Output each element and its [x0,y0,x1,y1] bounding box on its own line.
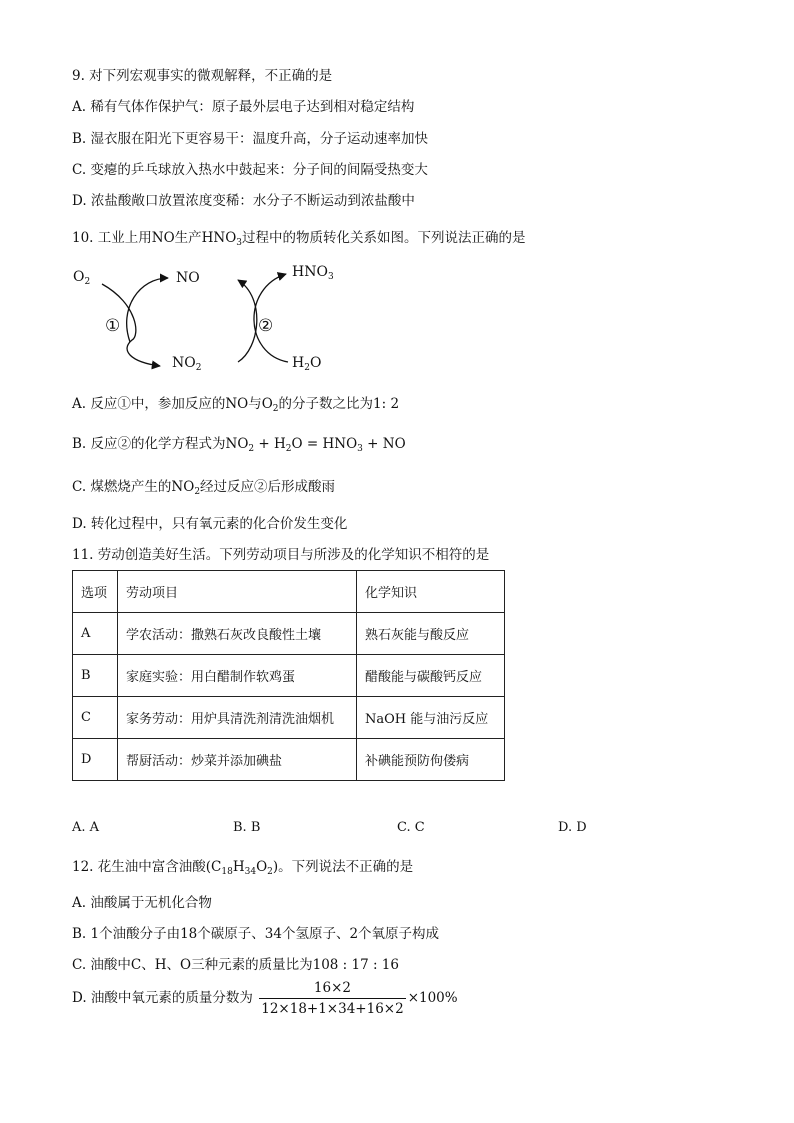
table-row [73,739,505,781]
label-hno3: $HNO_3$ [292,264,334,282]
table-header-cell: 化学知识 [357,571,505,613]
table-cell: C [73,697,118,739]
table-cell: 醋酸能与碳酸钙反应 [357,655,505,697]
label-h2o: $H_2O$ [292,355,322,373]
table-cell: 帮厨活动：炒菜并添加碘盐 [118,739,357,781]
q11-answer-a: A. A [72,820,100,835]
q11-answer-b: B. B [233,820,261,835]
conversion-diagram [60,258,360,386]
q11-answer-d: D. D [558,820,587,835]
label-no2: $NO_2$ [172,355,202,373]
q10-option-a: A. 反应①中，参加反应的NO与$O_2$的分子数之比为1: 2 [72,396,400,414]
table-cell: 家务劳动：用炉具清洗剂清洗油烟机 [118,697,357,739]
q10-option-d: D. 转化过程中，只有氧元素的化合价发生变化 [72,516,348,532]
table-cell: NaOH 能与油污反应 [357,697,505,739]
q10-option-b: B. 反应②的化学方程式为$NO_2 + H_2O = HNO_3$ + NO [72,436,406,454]
label-no: NO [176,270,200,286]
q11-answer-c: C. C [397,820,425,835]
table-cell: 家庭实验：用白醋制作软鸡蛋 [118,655,357,697]
table-header-cell: 劳动项目 [118,571,357,613]
q9-option-c: C. 变瘪的乒乓球放入热水中鼓起来：分子间的间隔受热变大 [72,162,428,178]
q12-option-b: B. 1个油酸分子由18个碳原子、34个氢原子、2个氧原子构成 [72,926,440,942]
table-cell: A [73,613,118,655]
q12-option-c: C. 油酸中C、H、O三种元素的质量比为108 : 17 : 16 [72,957,399,973]
fraction-denominator: 12×18+1×34+16×2 [261,1001,404,1017]
label-step-1: ① [105,316,121,336]
q11-table [72,570,505,781]
table-row [73,697,505,739]
q10-option-c: C. 煤燃烧产生的$NO_2$经过反应②后形成酸雨 [72,479,336,497]
table-cell: 熟石灰能与酸反应 [357,613,505,655]
q10-stem: 10. 工业上用NO生产$HNO_3$过程中的物质转化关系如图。下列说法正确的是 [72,230,526,248]
table-cell: 学农活动：撒熟石灰改良酸性土壤 [118,613,357,655]
q9-option-a: A. 稀有气体作保护气：原子最外层电子达到相对稳定结构 [72,99,415,115]
table-row [73,613,505,655]
table-cell: D [73,739,118,781]
arrow-to-no [127,278,168,342]
label-o2: $O_2$ [73,269,91,287]
q9-option-d: D. 浓盐酸敞口放置浓度变稀：水分子不断运动到浓盐酸中 [72,193,415,209]
q9-stem: 9. 对下列宏观事实的微观解释，不正确的是 [72,68,333,84]
table-row [73,655,505,697]
q11-stem: 11. 劳动创造美好生活。下列劳动项目与所涉及的化学知识不相符的是 [72,547,490,563]
table-cell: B [73,655,118,697]
q9-option-b: B. 湿衣服在阳光下更容易干：温度升高，分子运动速率加快 [72,131,429,147]
q12-stem: 12. 花生油中富含油酸$(C_{18}H_{34}O_2)$。下列说法不正确的是 [72,859,414,877]
oleic-acid-formula: $(C_{18}H_{34}O_2)$ [205,859,279,877]
q12-option-a: A. 油酸属于无机化合物 [72,895,212,911]
q12-option-d: D. 油酸中氧元素的质量分数为 $\frac{16\times 2}{12\times 18+1\times 34+16\times 2}$ ×100% [72,980,458,1017]
table-cell: 补碘能预防佝偻病 [357,739,505,781]
label-step-2: ② [258,316,274,336]
table-header-row [73,571,505,613]
mass-fraction [259,980,405,1017]
table-header-cell: 选项 [73,571,118,613]
fraction-numerator: 16×2 [259,980,405,999]
